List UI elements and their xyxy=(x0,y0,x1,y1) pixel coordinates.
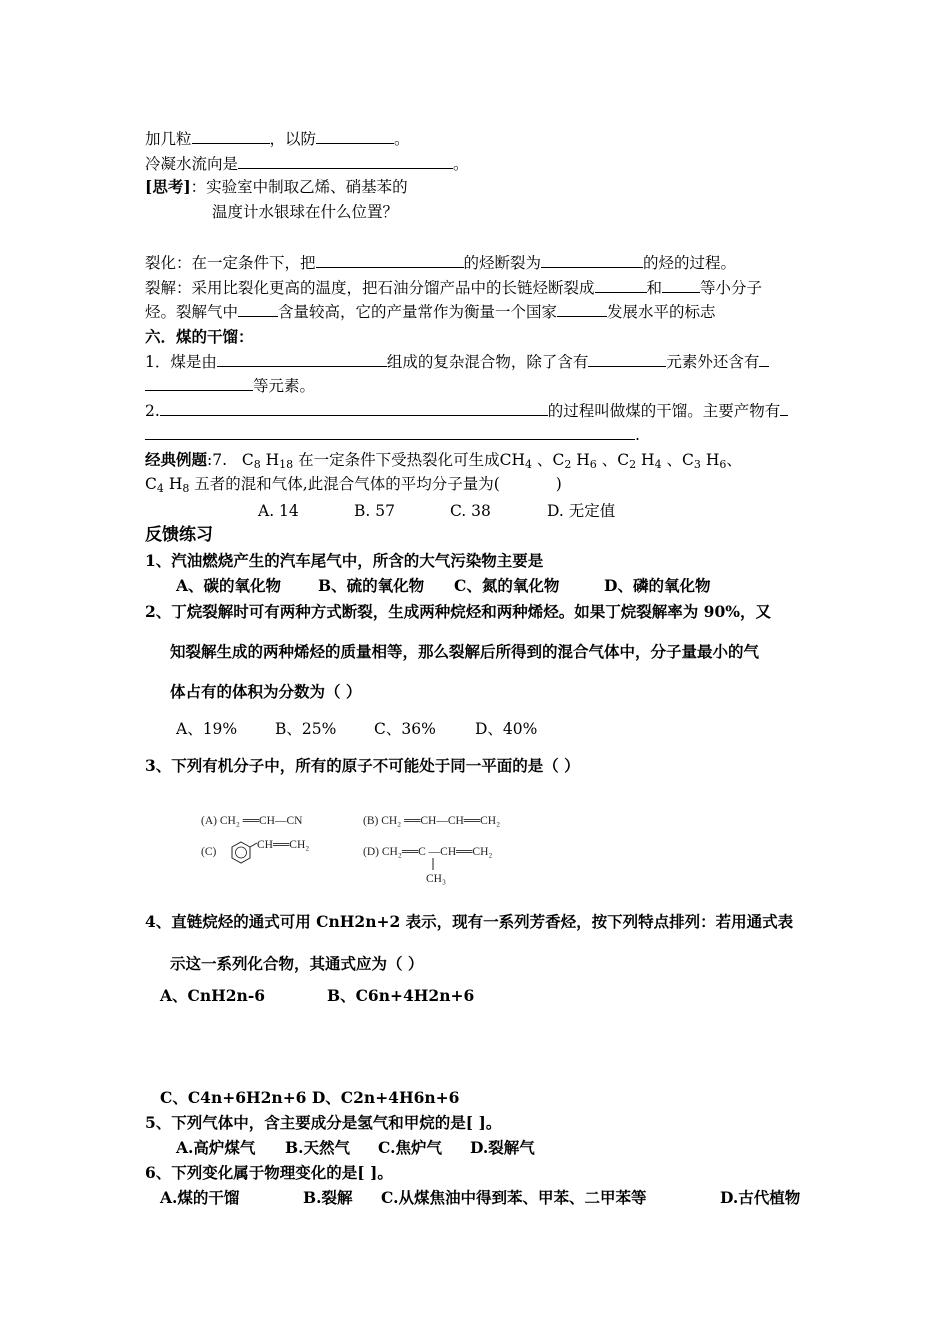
think-question xyxy=(145,177,408,197)
feedback-q3: 3、下列有机分子中，所有的原子不可能处于同一平面的是（ ） xyxy=(145,756,580,775)
text: 冷凝水流向是 xyxy=(145,155,239,173)
coal-q1 xyxy=(145,351,769,372)
example-option[interactable]: B. 57 xyxy=(354,502,395,520)
structure-d-methyl: CH₃ xyxy=(426,873,446,885)
fill-blank[interactable] xyxy=(557,301,607,317)
fill-blank[interactable] xyxy=(238,301,278,317)
text: 裂化：在一定条件下，把 xyxy=(145,254,316,272)
example-option[interactable]: C. 38 xyxy=(450,502,491,520)
q2-option[interactable]: D、40% xyxy=(475,720,538,738)
text: 1．煤是由 xyxy=(145,353,217,371)
fill-blank[interactable] xyxy=(316,128,394,144)
fill-blank[interactable] xyxy=(238,153,453,169)
q5-option[interactable]: B.天然气 xyxy=(285,1138,350,1157)
text: 2. xyxy=(145,402,160,420)
text: 五者的混和气体,此混合气体的平均分子量为( xyxy=(194,475,500,493)
subscript: 3 xyxy=(693,458,701,471)
fill-blank[interactable] xyxy=(145,424,635,440)
line-cracking xyxy=(145,252,736,273)
formula: H xyxy=(705,451,720,469)
coal-q1-cont xyxy=(145,375,315,396)
q1-option[interactable]: C、氮的氧化物 xyxy=(454,576,560,595)
formula: H xyxy=(641,451,655,469)
formula: H xyxy=(576,451,590,469)
q5-option[interactable]: A.高炉煤气 xyxy=(176,1138,256,1157)
subscript: 8 xyxy=(253,458,261,471)
subscript: 2 xyxy=(564,458,572,471)
q4-option[interactable]: B、C6n+4H2n+6 xyxy=(327,986,475,1005)
subscript: 2 xyxy=(629,458,637,471)
fill-blank[interactable] xyxy=(595,277,647,293)
feedback-q1: 1、汽油燃烧产生的汽车尾气中，所含的大气污染物主要是 xyxy=(145,551,544,570)
fill-blank[interactable] xyxy=(316,252,464,268)
text: 等元素。 xyxy=(253,377,316,395)
formula: C xyxy=(682,451,694,469)
text: 发展水平的标志 xyxy=(607,303,716,321)
q4-option[interactable]: A、CnH2n-6 xyxy=(160,986,266,1005)
feedback-q5: 5、下列气体中，含主要成分是氢气和甲烷的是[ ]。 xyxy=(145,1113,502,1132)
text: ：实验室中制取乙烯、硝基苯的 xyxy=(190,178,408,196)
line-boiling-chips xyxy=(145,128,410,149)
example-label: 经典例题 xyxy=(145,450,208,469)
q2-option[interactable]: B、25% xyxy=(275,720,337,738)
subscript: 18 xyxy=(279,458,294,471)
fill-blank[interactable] xyxy=(145,375,253,391)
text: ，以防 xyxy=(269,130,317,148)
formula: H xyxy=(168,475,183,493)
text: 烃。裂解气中 xyxy=(145,303,239,321)
q1-option[interactable]: A、碳的氧化物 xyxy=(176,576,282,595)
text: 元素外还含有 xyxy=(666,353,760,371)
text: 的过程叫做煤的干馏。主要产物有 xyxy=(547,402,781,420)
q2-option[interactable]: A、19% xyxy=(176,720,238,738)
section-heading-feedback: 反馈练习 xyxy=(145,525,213,545)
q4-option-cd[interactable]: C、C4n+6H2n+6 D、C2n+4H6n+6 xyxy=(160,1088,460,1107)
subscript: 4 xyxy=(525,458,532,471)
line-pyrolysis xyxy=(145,277,762,298)
fill-blank[interactable] xyxy=(759,351,769,367)
chemical-structures-figure xyxy=(195,808,525,888)
fill-blank[interactable] xyxy=(541,252,643,268)
subscript: 6 xyxy=(719,458,727,471)
subscript: 4 xyxy=(654,458,662,471)
q6-option[interactable]: A.煤的干馏 xyxy=(160,1188,240,1207)
text: 含量较高，它的产量常作为衡量一个国家 xyxy=(278,303,558,321)
text: 等小分子 xyxy=(700,279,763,297)
subscript: 4 xyxy=(156,482,164,495)
think-question-cont: 温度计水银球在什么位置？ xyxy=(212,203,399,221)
subscript: 6 xyxy=(589,458,597,471)
fill-blank[interactable] xyxy=(662,277,700,293)
feedback-q2-cont: 体占有的体积为分数为（ ） xyxy=(170,682,362,701)
example-question-cont xyxy=(145,474,562,499)
text: 和 xyxy=(646,279,663,297)
structure-d[interactable]: (D) CH₂══C —CH══CH₂ xyxy=(363,846,493,858)
text: 的烃的过程。 xyxy=(643,254,737,272)
example-number: :7. xyxy=(207,451,228,469)
q6-option[interactable]: C.从煤焦油中得到苯、甲苯、二甲苯等 xyxy=(381,1188,647,1207)
subscript: 8 xyxy=(182,482,190,495)
feedback-q4: 4、直链烷烃的通式可用 CnH2n+2 表示，现有一系列芳香烃，按下列特点排列：若用通式表 xyxy=(145,912,794,931)
example-question: 经典例题:7. $C_8$ $H_{18}$ 在一定条件下受热裂化可生成$CH_4$ 、$C_2$ $H_6$ 、$C_2$ $H_4$ 、$C_3$ $H_6$、 xyxy=(145,450,742,471)
formula: C xyxy=(552,451,565,469)
q5-option[interactable]: C.焦炉气 xyxy=(378,1138,442,1157)
example-option[interactable]: D. 无定值 xyxy=(547,502,616,520)
text: 。 xyxy=(453,155,469,173)
fill-blank[interactable] xyxy=(160,400,548,416)
structure-a[interactable]: (A) CH₂ ══CH—CN xyxy=(201,815,303,827)
fill-blank[interactable] xyxy=(192,128,270,144)
line-condenser-flow xyxy=(145,153,469,174)
structure-c-chain: CH══CH₂ xyxy=(257,839,310,851)
q5-option[interactable]: D.裂解气 xyxy=(470,1138,535,1157)
coal-q2-cont xyxy=(145,424,640,445)
q1-option[interactable]: D、磷的氧化物 xyxy=(604,576,711,595)
fill-blank[interactable] xyxy=(217,351,387,367)
benzene-ring-icon xyxy=(232,842,257,863)
feedback-q6: 6、下列变化属于物理变化的是[ ]。 xyxy=(145,1163,393,1182)
feedback-q2: 2、丁烷裂解时可有两种方式断裂，生成两种烷烃和两种烯烃。如果丁烷裂解率为 90%，又 xyxy=(145,602,771,621)
text: ) xyxy=(555,475,562,493)
text: 组成的复杂混合物，除了含有 xyxy=(386,353,589,371)
coal-q2 xyxy=(145,400,788,421)
text: 的烃断裂为 xyxy=(463,254,542,272)
think-label: [思考] xyxy=(145,177,191,196)
q2-option[interactable]: C、36% xyxy=(374,720,436,738)
formula: CH xyxy=(499,451,525,469)
q1-option[interactable]: B、硫的氧化物 xyxy=(318,576,425,595)
structure-b[interactable]: (B) CH₂ ══CH—CH══CH₂ xyxy=(363,815,501,827)
line-pyrolysis-cont xyxy=(145,301,716,322)
structure-c-label[interactable]: (C) xyxy=(201,846,217,858)
text: 。 xyxy=(394,130,410,148)
q6-option[interactable]: D.古代植物 xyxy=(720,1188,801,1207)
text: 加几粒 xyxy=(145,130,192,148)
example-option[interactable]: A. 14 xyxy=(258,502,299,520)
formula: C xyxy=(617,451,630,469)
q6-option[interactable]: B.裂解 xyxy=(303,1188,353,1207)
feedback-q4-cont: 示这一系列化合物，其通式应为（ ） xyxy=(170,954,424,973)
text: 在一定条件下受热裂化可生成 xyxy=(298,451,500,469)
formula: C xyxy=(145,475,157,493)
fill-blank[interactable] xyxy=(780,400,788,416)
section-heading-coal: 六．煤的干馏： xyxy=(145,327,254,346)
feedback-q2-cont: 知裂解生成的两种烯烃的质量相等，那么裂解后所得到的混合气体中，分子量最小的气 xyxy=(170,642,760,661)
text: . xyxy=(635,426,640,444)
text: 裂解：采用比裂化更高的温度，把石油分馏产品中的长链烃断裂成 xyxy=(145,279,595,297)
formula: C xyxy=(241,451,254,469)
formula: H xyxy=(265,451,280,469)
fill-blank[interactable] xyxy=(588,351,666,367)
